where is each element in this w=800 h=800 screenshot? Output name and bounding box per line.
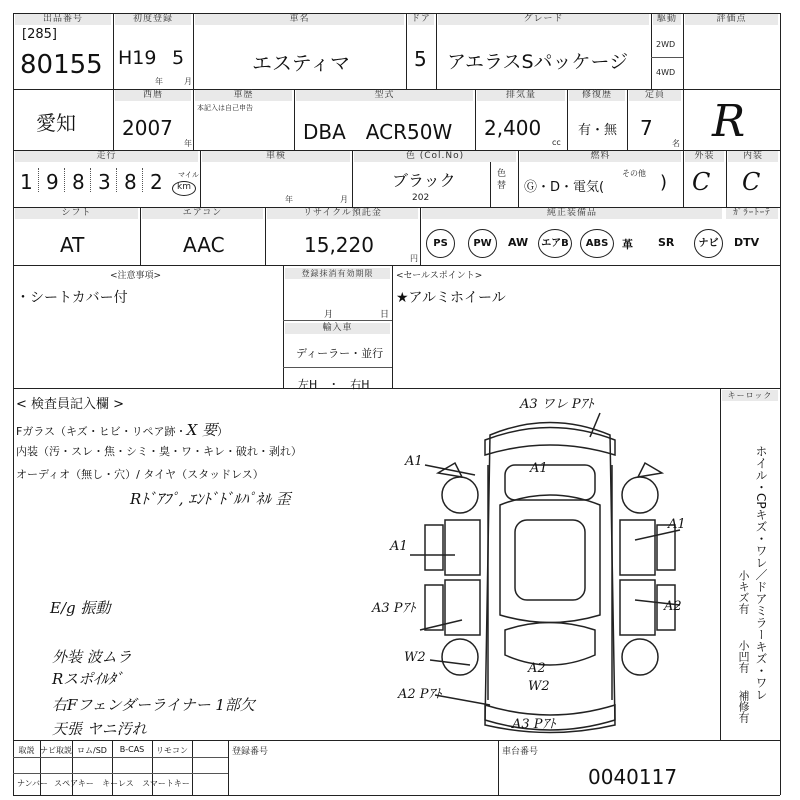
inspector-title: < 検査員記入欄 > (16, 397, 125, 412)
doors: 5 (414, 47, 427, 71)
door-label: ドア (408, 14, 434, 25)
damage-mark: A1 (405, 454, 423, 469)
grade-label: グレード (438, 14, 649, 25)
recycle-deposit: 15,220 (304, 233, 374, 257)
damage-mark: W2 (404, 650, 426, 665)
notes-bottom (13, 388, 780, 389)
color: ブラック (392, 171, 456, 190)
fuel-options: Ⓖ・D・電気( (524, 180, 605, 195)
right-vertical-3: 小凹有 (737, 640, 750, 673)
accessory-label: ナビ取説 (40, 746, 72, 755)
model-year: 2007 (122, 116, 173, 140)
accessory-label: ロム/SD (77, 746, 107, 755)
equipment-sr: SR (658, 236, 675, 249)
accessory-label: スペアキー (54, 779, 94, 788)
equipment-pw: PW (468, 229, 497, 258)
region: 愛知 (36, 111, 76, 135)
frame-bottom (13, 795, 780, 796)
mileage-digit: 8 (72, 170, 85, 194)
damage-mark: A2 (528, 661, 546, 676)
mileage-digit: 2 (150, 170, 163, 194)
key-lock-label: キーロック (722, 390, 778, 401)
damage-mark: A1 (390, 539, 408, 554)
displacement: 2,400 (484, 116, 542, 140)
caution-text: ・シートカバー付 (16, 290, 128, 306)
interior-line: 内装（汚・スレ・焦・シミ・臭・ワ・キレ・破れ・剥れ） (16, 445, 302, 458)
exterior-grade: C (692, 168, 711, 196)
row4-bottom (13, 265, 780, 266)
mileage-digit: 8 (124, 170, 137, 194)
equipment-aw: AW (508, 236, 529, 249)
lot-number: 80155 (20, 50, 103, 80)
hand-note-3: 外装 波ムラ (52, 648, 132, 666)
km-unit: km (177, 182, 191, 192)
damage-mark: W2 (528, 679, 550, 694)
right-vertical-1: ホイル・CPキズ・ワレ／ドアミラーキズ・ワレ (754, 445, 768, 701)
grade: アエラスSパッケージ (447, 51, 629, 73)
mileage-digit: 3 (98, 170, 111, 194)
eval-score: R (712, 96, 746, 147)
damage-mark: A2 Pｱﾄ (398, 687, 442, 702)
lot-bracket: [285] (22, 27, 57, 42)
fglass-line: Fガラス（キズ・ヒビ・リペア跡・X 要） (16, 421, 229, 439)
sales-point: ★アルミホイール (396, 290, 506, 306)
hand-note-1: Rﾄﾞｱﾌﾟ, ｴﾝﾄﾞﾄﾞﾙﾊﾟﾈﾙ 歪 (130, 490, 291, 508)
auction-sheet: 出品番号 初度登録 車名 ドア グレード 駆動 評価点 [285] 80155 H19 5 年 月 エスティマ 5 アエラスSパッケージ 2WD 4WD 西暦 車歴 本記入は自己申告 型式 排気量 修復歴 定員 愛知 2007 年 DBA ACR50W 2,400 cc 有・無 7 名 R 走行 車検 色 (Col.No) 燃料 外装 内装 1 9 8 3 8 2 マイル km 年 月 ブラック 202 色替 Ⓖ・D・電気( その他 ) C C シフト エアコン リサイクル預託金 純正装備品 ｶﾞﾗｰﾄｰﾃ AT AAC 15,220 円 PS PW AW エアB ABS 革 SR ナビ DTV <注意事項> ・シートカバー付 登録抹消有効期限 月 日 輸入車 ディーラー・並行 左H ・ 右H <セールスポイント> ★アルミホイール < 検査員記入欄 > Fガラス（キズ・ヒビ・リペア跡・X 要） 内装（汚・スレ・焦・シミ・臭・ワ・キレ・破れ・剥れ） オーディオ（無し・穴）/ タイヤ（スタッドレス） Rﾄﾞｱﾌﾟ, ｴﾝﾄﾞﾄﾞﾙﾊﾟﾈﾙ 歪 E/g 振動 外装 波ムラ Rスポｲﾙﾀﾞ 右Fフェンダーライナー 1部欠 天張 ヤニ汚れ A3 ワレ Pｱﾄ A1 A1 A1 A1 A2 A3 Pｱﾄ W2 A2 W2 A2 Pｱﾄ A3 Pｱﾄ キーロック ホイル・CPキズ・ワレ／ドアミラーキズ・ワレ 小キズ有 小凹有 補修有 取説 ナビ取説 ロム/SD B-CAS リモコン ナンバー スペアキー キーレス スマートキー 登録番号 車台番号 0040117 (0, 0, 800, 800)
accessory-label: B-CAS (119, 745, 145, 754)
accessory-label: キーレス (102, 779, 134, 788)
color-no: 202 (412, 193, 430, 203)
eval-label: 評価点 (685, 14, 778, 25)
equipment-エアb: エアB (538, 229, 572, 258)
lot-label: 出品番号 (15, 14, 111, 25)
model-code: DBA ACR50W (303, 120, 453, 144)
hand-note-4: Rスポｲﾙﾀﾞ (52, 670, 124, 688)
damage-mark: A3 ワレ Pｱﾄ (520, 397, 594, 412)
hand-note-2: E/g 振動 (50, 599, 111, 617)
mileage-digit: 9 (46, 170, 59, 194)
frame-left (13, 13, 14, 795)
first-reg-label: 初度登録 (115, 14, 191, 25)
air-conditioner: AAC (183, 233, 225, 257)
mileage-digit: 1 (20, 170, 33, 194)
equipment-ナビ: ナビ (694, 229, 723, 258)
first-reg-month: 5 (172, 47, 185, 69)
damage-mark: A3 Pｱﾄ (372, 601, 416, 616)
first-reg-era: H19 (118, 47, 157, 69)
damage-mark: A3 Pｱﾄ (512, 717, 556, 732)
car-name-label: 車名 (195, 14, 404, 25)
shift: AT (60, 233, 85, 257)
damage-mark: A2 (664, 599, 682, 614)
equipment-abs: ABS (580, 229, 614, 258)
hand-note-6: 天張 ヤニ汚れ (52, 720, 147, 738)
repair-history: 有・無 (578, 123, 618, 138)
car-name: エスティマ (252, 51, 350, 75)
frame-right (780, 13, 781, 795)
equipment-ps: PS (426, 229, 455, 258)
accessory-label: 取説 (18, 746, 35, 755)
audio-tire-line: オーディオ（無し・穴）/ タイヤ（スタッドレス） (16, 468, 264, 481)
interior-grade: C (742, 168, 761, 196)
accessory-label: ナンバー (16, 779, 49, 788)
drive-label: 駆動 (653, 14, 681, 25)
drive-2wd: 2WD (656, 40, 676, 49)
dealer-parallel: ディーラー・並行 (296, 347, 384, 360)
right-vertical-2: 小キズ有 (737, 570, 750, 614)
damage-mark: A1 (530, 461, 548, 476)
equipment-dtv: DTV (734, 236, 760, 249)
equipment-革: 革 (622, 238, 633, 251)
accessory-label: スマートキー (142, 779, 190, 788)
hand-note-5: 右Fフェンダーライナー 1部欠 (52, 696, 255, 714)
inspector-bottom (13, 740, 780, 741)
accessory-label: リモコン (156, 746, 188, 755)
damage-mark: A1 (668, 517, 686, 532)
chassis-number: 0040117 (588, 765, 678, 789)
steering-side: 左H ・ 右H (298, 378, 370, 391)
right-vertical-4: 補修有 (737, 690, 750, 723)
seats: 7 (640, 116, 653, 140)
drive-4wd: 4WD (656, 68, 676, 77)
